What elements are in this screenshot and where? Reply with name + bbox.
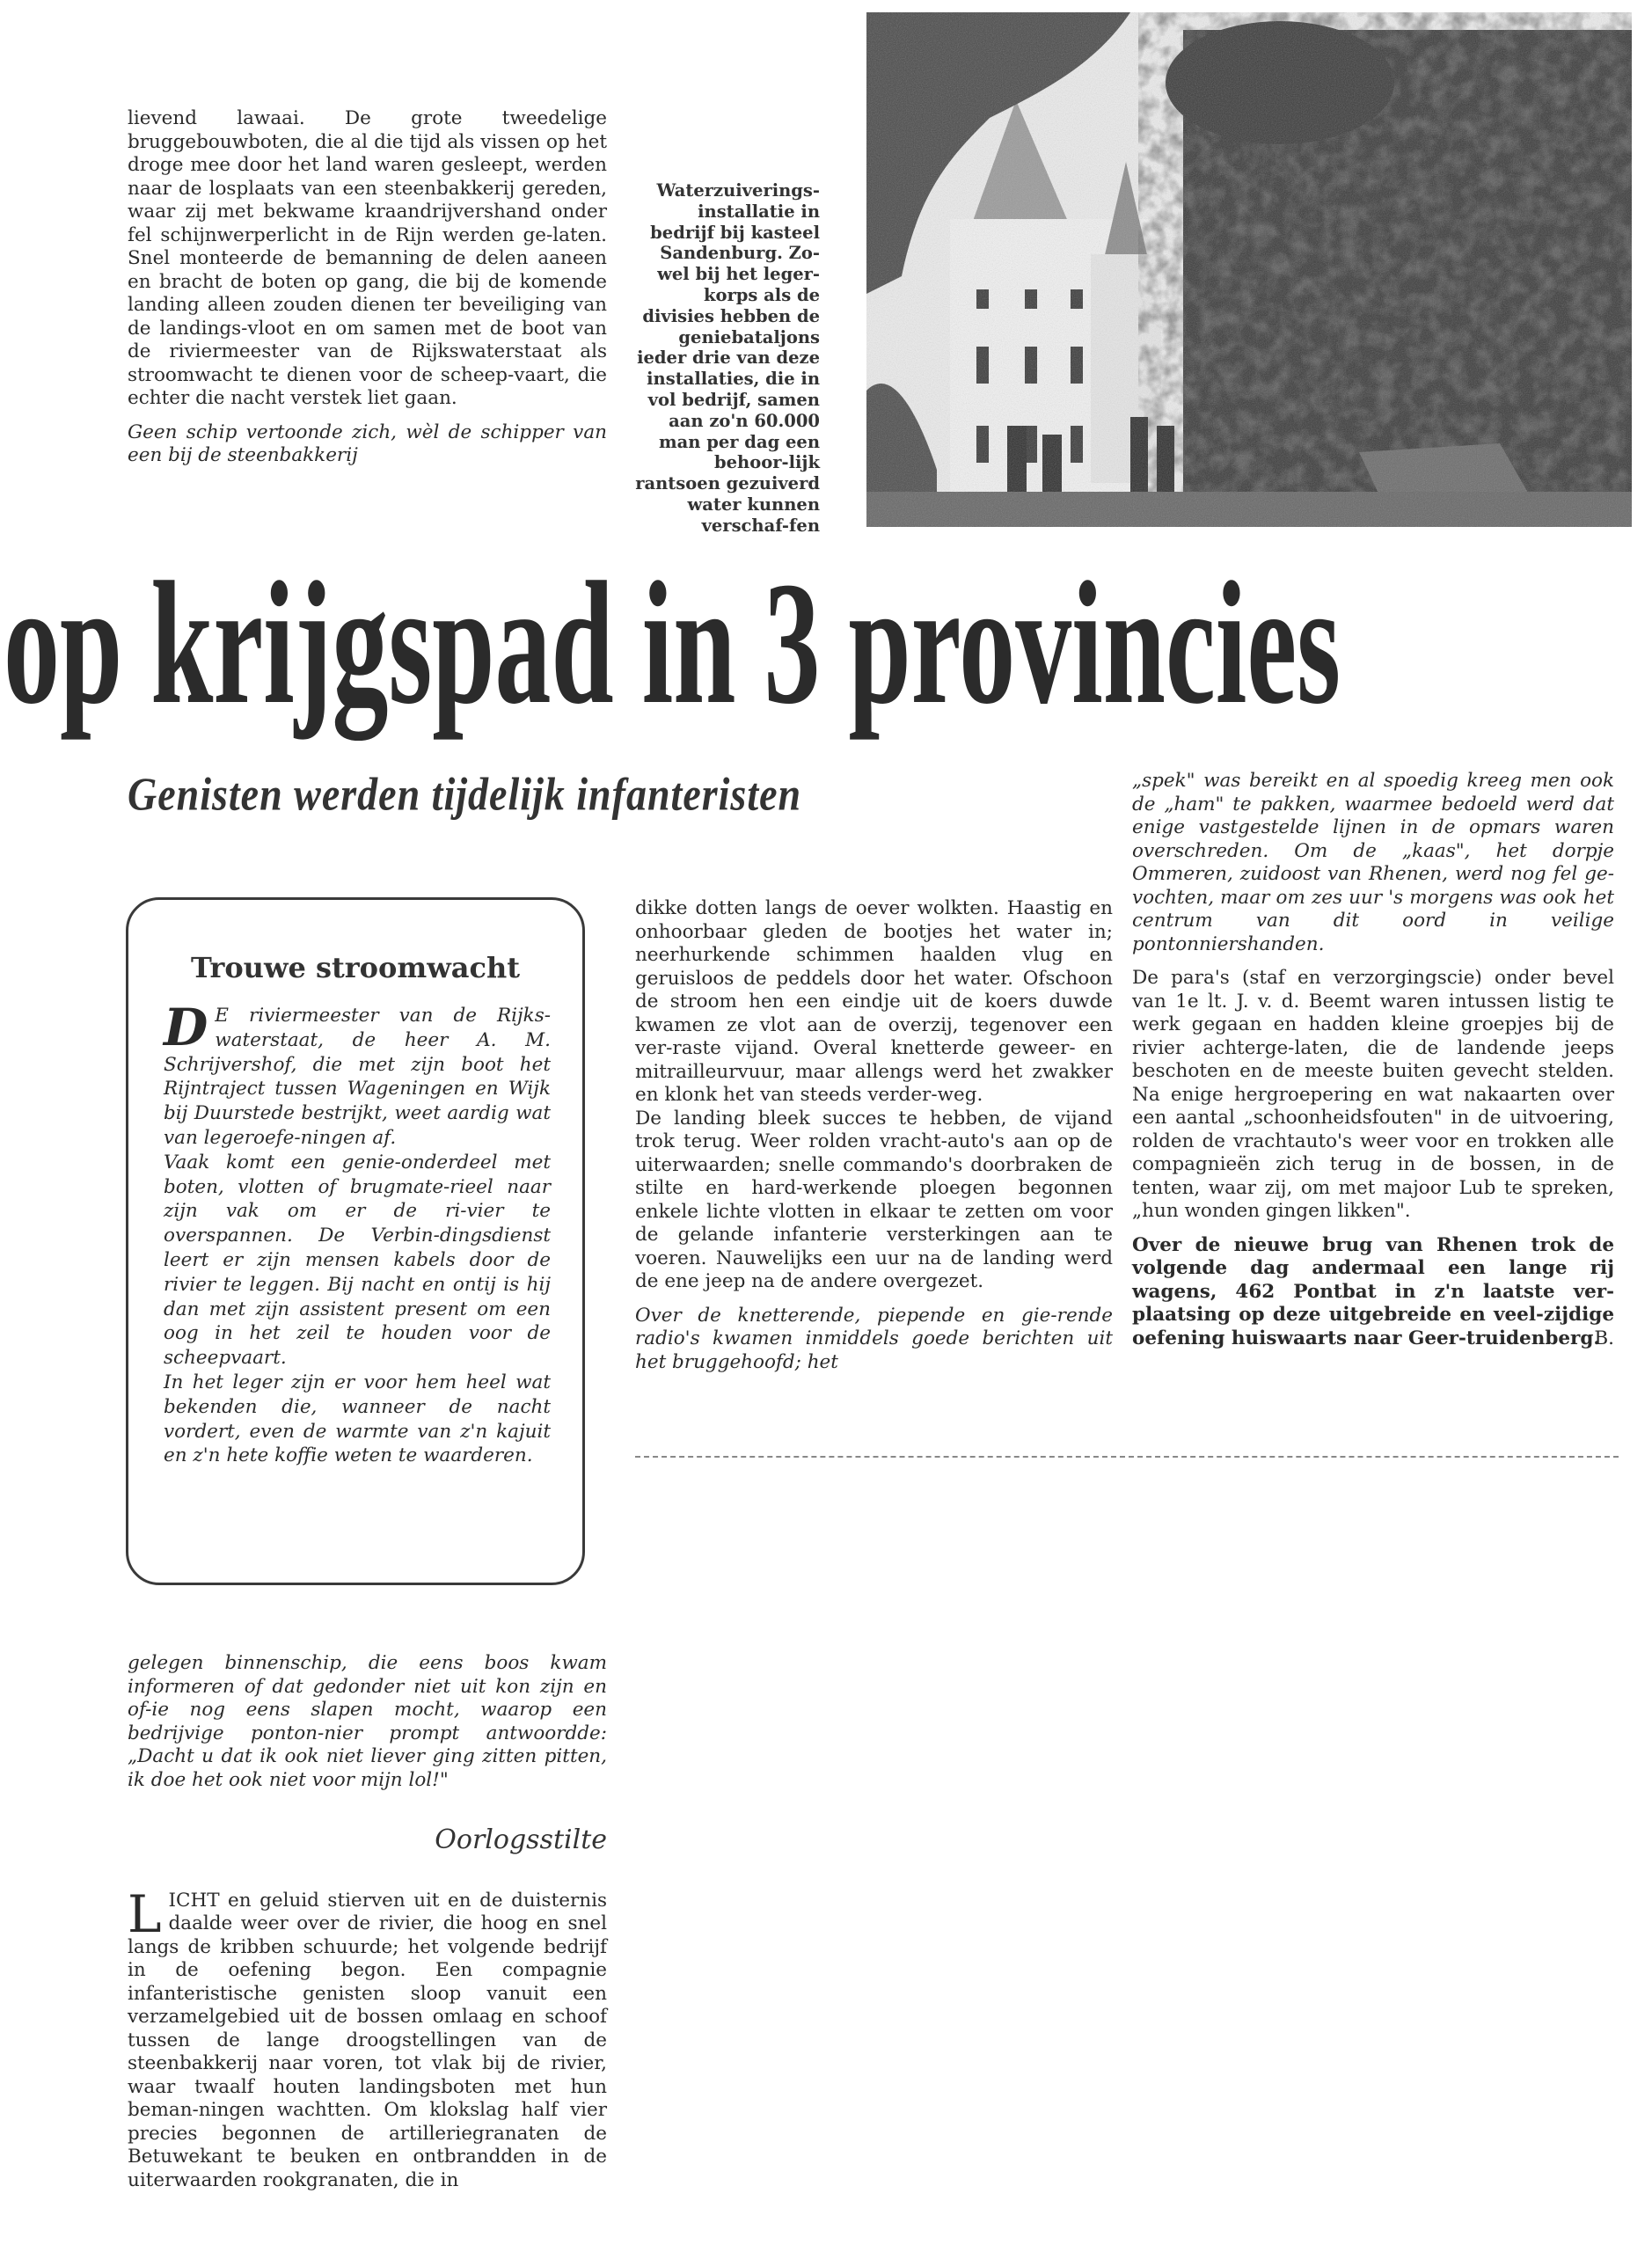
- dropcap: L: [128, 1883, 162, 1944]
- sidebar-body: [164, 998, 551, 1468]
- paragraph: gelegen binnenschip, die eens boos kwam informeren of dat gedonder niet uit kon zijn en of-ie nog eens slapen mocht, waarop een bedrijvige ponton-nier prompt antwoordde: „Dacht u dat ik ook niet liever ging zitten pitten, ik doe het ook niet voor mijn lol!": [128, 1652, 607, 1791]
- right-article-column: [1132, 770, 1614, 1351]
- photo-caption: Waterzuiverings-installatie in bedrijf bij kasteel Sandenburg. Zo-wel bij het leger-korps als de divisies hebben de geniebataljons ieder drie van deze installaties, die in vol bedrijf, samen aan zo'n 60.000 man per dag een behoor-lijk rantsoen gezuiverd water kunnen verschaf-fen: [635, 180, 820, 536]
- paragraph: dikke dotten langs de oever wolkten. Haastig en onhoorbaar gleden de bootjes het water in; neerhurkende schimmen haalden vlug en geruisloos de peddels door het water. Ofschoon de stroom hen een eindje uit de koers duwde kwamen ze vlot aan de overzij, tegenover een ver-raste vijand. Overal knetterde geweer- en mitrailleurvuur, maar allengs werd het zwakker en klonk het van steeds verder-weg.: [635, 897, 1113, 1106]
- castle-photo: [866, 12, 1632, 527]
- paragraph: Geen schip vertoonde zich, wèl de schipper van een bij de steenbakkerij: [128, 420, 607, 466]
- paragraph: E riviermeester van de Rijks-waterstaat, de heer A. M. Schrijvershof, die met zijn boot het Rijntraject tussen Wageningen en Wijk bij Duurstede bestrijkt, weet aardig wat van legeroefe-ningen af.: [164, 1005, 551, 1149]
- sidebar-box: [126, 897, 585, 1585]
- subheadline: Genisten werden tijdelijk infanteristen: [128, 768, 802, 820]
- dropcap: D: [164, 998, 208, 1057]
- section-body: [128, 1883, 607, 2193]
- dashed-divider: [635, 1456, 1619, 1459]
- paragraph: „spek" was bereikt en al spoedig kreeg men ook de „ham" te pakken, waarmee bedoeld werd dat enige vastgestelde lijnen in de opmars waren overschreden. Om de „kaas", het dorpje Ommeren, zuidoost van Rhenen, werd nog fel ge-vochten, maar om zes uur 's morgens was ook het centrum van dit oord in veilige pontonniershanden.: [1132, 770, 1614, 955]
- paragraph: In het leger zijn er voor hem heel wat bekenden die, wanneer de nacht vordert, even de warmte van z'n kajuit en z'n hete koffie weten te waarderen.: [164, 1371, 551, 1467]
- paragraph: ICHT en geluid stierven uit en de duisternis daalde weer over de rivier, die hoog en snel langs de kribben schuurde; het volgende bedrijf in de oefening begon. Een compagnie infanteristische genisten sloop vanuit een verzamelgebied uit de bossen omlaag en schoof tussen de lange droogstellingen van de steenbakkerij naar voren, tot vlak bij de rivier, waar twaalf houten landingsboten met hun beman-ningen wachtten. Om klokslag half vier precies begonnen de artilleriegranaten de Betuwekant te beuken en ontbrandden in de uiterwaarden rookgranaten, die in: [128, 1889, 607, 2191]
- paragraph: Over de nieuwe brug van Rhenen trok de volgende dag andermaal een lange rij wagens, 462 Pontbat in z'n laatste ver-plaatsing op deze uitgebreide en veel-zijdige oefening huiswaarts naar Geer-truidenberg.: [1132, 1233, 1614, 1349]
- paragraph: lievend lawaai. De grote tweedelige bruggebouwboten, die al die tijd als vissen op het droge mee door het land waren gesleept, werden naar de losplaats van een steenbakkerij gereden, waar zij met bekwame kraandrijvershand onder fel schijnwerperlicht in de Rijn werden ge-laten. Snel monteerde de bemanning de delen aaneen en bracht de boten op gang, die bij de komende landing alleen zouden dienen ter beveiliging van de landings-vloot en om samen met de boot van de riviermeester van de Rijkswaterstaat als stroomwacht te dienen voor de scheep-vaart, die echter die nacht verstek liet gaan.: [128, 107, 607, 409]
- byline: B.: [1594, 1327, 1614, 1349]
- paragraph: Vaak komt een genie-onderdeel met boten, vlotten of brugmate-rieel naar zijn vak om er de ri-vier te overspannen. De Verbin-dingsdienst leert er zijn mensen kabels door de rivier te leggen. Bij nacht en ontij is hij dan met zijn assistent present om een oog in het zeil te houden voor de scheepvaart.: [164, 1151, 551, 1370]
- sidebar-title: Trouwe stroomwacht: [190, 951, 520, 984]
- headline-text: op krijgspad in 3 provincies: [4, 546, 1341, 741]
- top-article-column: [128, 107, 607, 468]
- paragraph: De para's (staf en verzorgingscie) onder bevel van 1e lt. J. v. d. Beemt waren intussen listig te werk gegaan en hadden kleine groepjes bij de rivier achterge-laten, die de landende jeeps beschoten en de meeste buiten gevecht stelden. Na enige hergroepering en wat nakaarten over een aantal „schoonheidsfouten" in de uitvoering, rolden de vrachtauto's weer voor en trokken alle compagnieën zich terug in de bossen, in de tenten, waar zij, om met majoor Lub te spreken, „hun wonden gingen likken".: [1132, 967, 1614, 1222]
- paragraph: De landing bleek succes te hebben, de vijand trok terug. Weer rolden vracht-auto's aan op de uiterwaarden; snelle commando's doorbraken de stilte en hard-werkende ploegen begonnen enkele lichte vlotten in elkaar te zetten om voor de gelande infanterie versterkingen aan te voeren. Nauwelijks een uur na de landing werd de ene jeep na de andere overgezet.: [635, 1107, 1113, 1292]
- headline: [0, 538, 1652, 741]
- paragraph: Over de knetterende, piepende en gie-rende radio's kwamen inmiddels goede berichten uit het bruggehoofd; het: [635, 1304, 1113, 1373]
- section-subtitle: Oorlogsstilte: [435, 1824, 607, 1855]
- bottom-article-column: [128, 1652, 607, 2192]
- middle-article-column: [635, 897, 1113, 1374]
